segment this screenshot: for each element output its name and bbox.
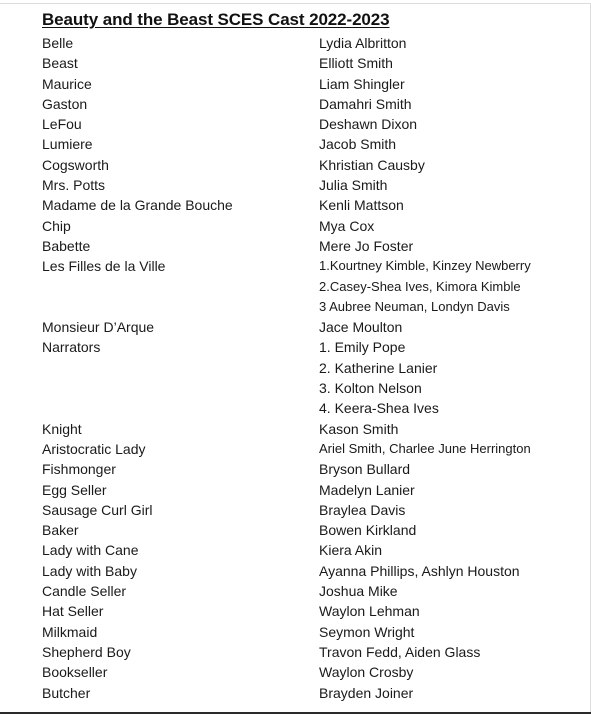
page-title: Beauty and the Beast SCES Cast 2022-2023 <box>42 10 390 29</box>
cast-row <box>42 317 562 337</box>
actor-name: Deshawn Dixon <box>319 116 418 133</box>
actor-name: 4. Keera-Shea Ives <box>319 400 439 417</box>
actor-list <box>319 622 562 642</box>
role-name: Babette <box>42 237 91 254</box>
actor-list <box>319 642 562 662</box>
cast-row <box>42 581 562 601</box>
role-name: Milkmaid <box>42 623 98 640</box>
role-name: Hat Seller <box>42 603 104 620</box>
role-name: Bookseller <box>42 664 108 681</box>
actor-list <box>319 114 562 134</box>
actor-list <box>319 53 562 73</box>
cast-row <box>42 33 562 53</box>
actor-name: Khristian Causby <box>319 156 425 173</box>
cast-row <box>42 622 562 642</box>
actor-list <box>319 581 562 601</box>
actor-name: Mya Cox <box>319 217 375 234</box>
actor-list <box>319 601 562 621</box>
role-name: Lady with Baby <box>42 562 137 579</box>
actor-list <box>319 419 562 439</box>
actor-list <box>319 317 562 337</box>
actor-name: Jace Moulton <box>319 319 403 336</box>
actor-name: 1.Kourtney Kimble, Kinzey Newberry <box>319 258 531 274</box>
cast-row <box>42 439 562 459</box>
actor-name: 1. Emily Pope <box>319 339 406 356</box>
actor-list <box>319 175 562 195</box>
cast-row <box>42 94 562 114</box>
actor-list <box>319 520 562 540</box>
cast-row <box>42 256 562 317</box>
role-name: Fishmonger <box>42 461 116 478</box>
actor-list <box>319 94 562 114</box>
actor-name: Braylea Davis <box>319 501 406 518</box>
actor-list <box>319 662 562 682</box>
actor-name: Ariel Smith, Charlee June Herrington <box>319 440 531 456</box>
actor-name: Seymon Wright <box>319 623 415 640</box>
actor-name: 2. Katherine Lanier <box>319 359 438 376</box>
actor-name: Bryson Bullard <box>319 461 411 478</box>
cast-row <box>42 74 562 94</box>
cast-row <box>42 601 562 621</box>
actor-name: 2.Casey-Shea Ives, Kimora Kimble <box>319 278 521 294</box>
actor-name: Kiera Akin <box>319 542 383 559</box>
role-name: Sausage Curl Girl <box>42 501 153 518</box>
actor-name: Waylon Crosby <box>319 664 414 681</box>
cast-row <box>42 480 562 500</box>
actor-list <box>319 256 562 317</box>
cast-row <box>42 520 562 540</box>
role-name: Mrs. Potts <box>42 177 106 194</box>
actor-name: Liam Shingler <box>319 75 405 92</box>
role-name: Shepherd Boy <box>42 643 131 660</box>
actor-list <box>319 480 562 500</box>
cast-row <box>42 561 562 581</box>
actor-name: 3 Aubree Neuman, Londyn Davis <box>319 298 510 314</box>
role-name: Maurice <box>42 75 92 92</box>
cast-row <box>42 500 562 520</box>
role-name: Butcher <box>42 684 91 701</box>
actor-list <box>319 561 562 581</box>
cast-row <box>42 337 562 418</box>
actor-name: Ayanna Phillips, Ashlyn Houston <box>319 562 520 579</box>
actor-name: Madelyn Lanier <box>319 481 415 498</box>
cast-row <box>42 662 562 682</box>
actor-name: Damahri Smith <box>319 95 412 112</box>
cast-row <box>42 216 562 236</box>
actor-name: 3. Kolton Nelson <box>319 380 422 397</box>
actor-list <box>319 540 562 560</box>
actor-name: Travon Fedd, Aiden Glass <box>319 643 481 660</box>
role-name: Cogsworth <box>42 156 109 173</box>
cast-row <box>42 175 562 195</box>
role-name: Gaston <box>42 95 88 112</box>
actor-name: Jacob Smith <box>319 136 397 153</box>
cast-row <box>42 459 562 479</box>
actor-list <box>319 33 562 53</box>
actor-name: Mere Jo Foster <box>319 237 414 254</box>
page-top-border <box>0 3 591 4</box>
actor-name: Kenli Mattson <box>319 197 404 214</box>
actor-name: Waylon Lehman <box>319 603 420 620</box>
role-name: Knight <box>42 420 82 437</box>
role-name: Candle Seller <box>42 583 127 600</box>
role-name: LeFou <box>42 116 82 133</box>
role-name: Les Filles de la Ville <box>42 258 166 275</box>
actor-list <box>319 459 562 479</box>
actor-name: Julia Smith <box>319 177 388 194</box>
role-name: Madame de la Grande Bouche <box>42 197 233 214</box>
role-name: Lady with Cane <box>42 542 139 559</box>
cast-row <box>42 53 562 73</box>
role-name: Lumiere <box>42 136 93 153</box>
actor-list <box>319 236 562 256</box>
cast-row <box>42 134 562 154</box>
cast-row <box>42 540 562 560</box>
role-name: Beast <box>42 55 78 72</box>
role-name: Baker <box>42 522 79 539</box>
cast-row <box>42 114 562 134</box>
cast-row <box>42 236 562 256</box>
actor-name: Kason Smith <box>319 420 399 437</box>
cast-row <box>42 419 562 439</box>
role-name: Monsieur D’Arque <box>42 319 155 336</box>
role-name: Chip <box>42 217 71 234</box>
role-name: Aristocratic Lady <box>42 440 146 457</box>
role-name: Belle <box>42 35 74 51</box>
actor-name: Bowen Kirkland <box>319 522 417 539</box>
role-name: Egg Seller <box>42 481 107 498</box>
actor-list <box>319 74 562 94</box>
cast-row <box>42 195 562 215</box>
actor-name: Joshua Mike <box>319 583 398 600</box>
cast-row <box>42 155 562 175</box>
actor-name: Brayden Joiner <box>319 684 414 701</box>
actor-list <box>319 337 562 418</box>
cast-table <box>42 33 562 703</box>
actor-list <box>319 683 562 703</box>
actor-list <box>319 155 562 175</box>
cast-row <box>42 642 562 662</box>
actor-name: Elliott Smith <box>319 55 393 72</box>
actor-list <box>319 195 562 215</box>
actor-list <box>319 500 562 520</box>
actor-list <box>319 134 562 154</box>
actor-name: Lydia Albritton <box>319 35 407 51</box>
cast-row <box>42 683 562 703</box>
actor-list <box>319 216 562 236</box>
actor-list <box>319 439 562 459</box>
role-name: Narrators <box>42 339 101 356</box>
